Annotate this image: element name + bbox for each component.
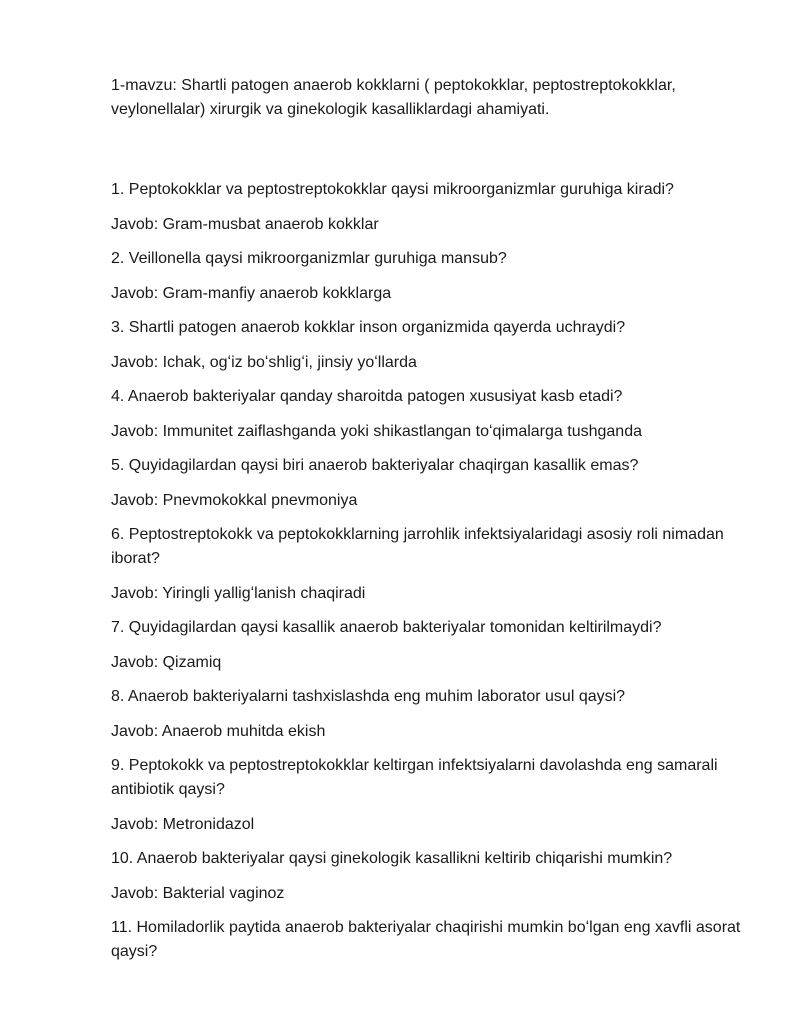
answer-8: Javob: Anaerob muhitda ekish <box>111 722 326 740</box>
answer-1: Javob: Gram-musbat anaerob kokklar <box>111 215 379 233</box>
answer-2: Javob: Gram-manfiy anaerob kokklarga <box>111 284 392 302</box>
question-2: 2. Veillonella qaysi mikroorganizmlar guruhiga mansub? <box>111 250 507 267</box>
question-1: 1. Peptokokklar va peptostreptokokklar qaysi mikroorganizmlar guruhiga kiradi? <box>111 181 674 198</box>
answer-6: Javob: Yiringli yalligʻlanish chaqiradi <box>111 584 366 602</box>
answer-9: Javob: Metronidazol <box>111 815 255 833</box>
topic-heading: 1-mavzu: Shartli patogen anaerob kokklarni ( peptokokklar, peptostreptokokklar, veylonellalar) xirurgik va ginekologik kasalliklardagi ahamiyati. <box>111 77 676 118</box>
answer-5: Javob: Pnevmokokkal pnevmoniya <box>111 491 358 509</box>
answer-4: Javob: Immunitet zaiflashganda yoki shikastlangan toʻqimalarga tushganda <box>111 422 642 440</box>
question-10: 10. Anaerob bakteriyalar qaysi ginekologik kasallikni keltirib chiqarishi mumkin? <box>111 850 673 867</box>
question-3: 3. Shartli patogen anaerob kokklar inson organizmida qayerda uchraydi? <box>111 319 626 336</box>
question-4: 4. Anaerob bakteriyalar qanday sharoitda patogen xususiyat kasb etadi? <box>111 388 623 405</box>
question-9: 9. Peptokokk va peptostreptokokklar keltirgan infektsiyalarni davolashda eng samarali antibiotik qaysi? <box>111 757 718 798</box>
question-6: 6. Peptostreptokokk va peptokokklarning jarrohlik infektsiyalaridagi asosiy roli nimadan iborat? <box>111 526 724 567</box>
question-5: 5. Quyidagilardan qaysi biri anaerob bakteriyalar chaqirgan kasallik emas? <box>111 457 639 474</box>
answer-3: Javob: Ichak, ogʻiz boʻshligʻi, jinsiy yoʻllarda <box>111 353 417 371</box>
document-body <box>111 74 741 975</box>
question-8: 8. Anaerob bakteriyalarni tashxislashda eng muhim laborator usul qaysi? <box>111 688 626 705</box>
question-7: 7. Quyidagilardan qaysi kasallik anaerob bakteriyalar tomonidan keltirilmaydi? <box>111 619 662 636</box>
answer-7: Javob: Qizamiq <box>111 653 222 671</box>
answer-10: Javob: Bakterial vaginoz <box>111 884 285 902</box>
question-list <box>111 178 741 964</box>
question-11: 11. Homiladorlik paytida anaerob bakteriyalar chaqirishi mumkin boʻlgan eng xavfli asorat qaysi? <box>111 919 741 960</box>
